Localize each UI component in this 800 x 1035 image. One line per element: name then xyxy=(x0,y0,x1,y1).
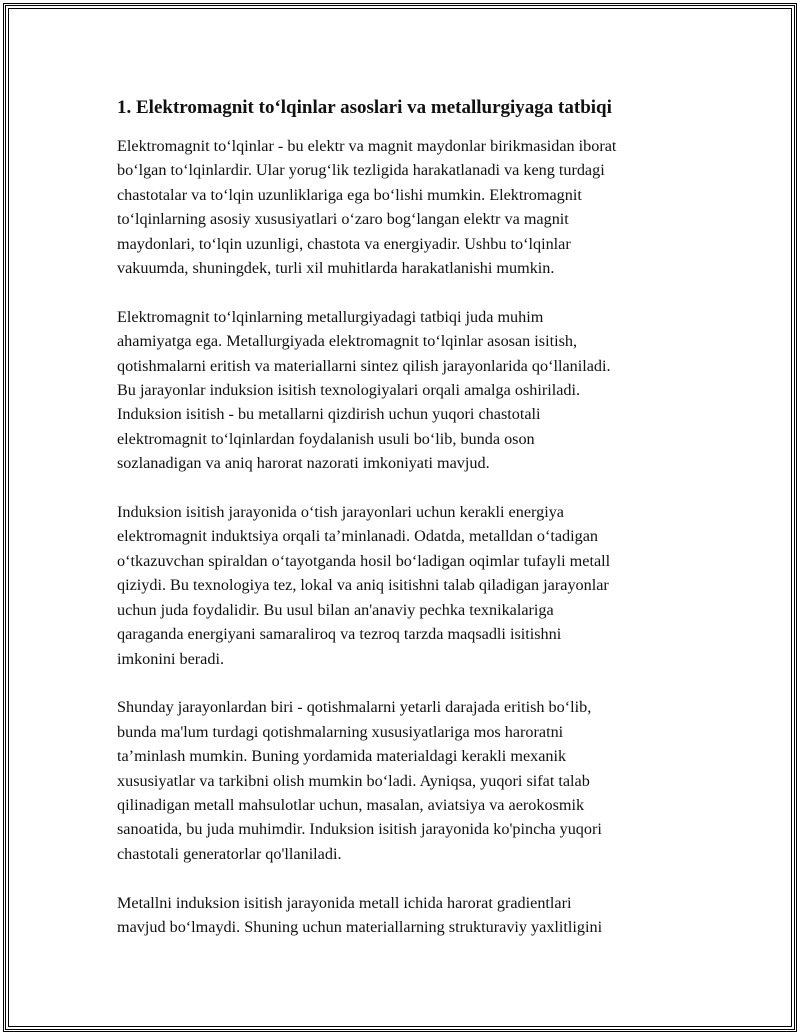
paragraph-3: Induksion isitish jarayonida o‘tish jarayonlari uchun kerakli energiya elektromagnit induktsiya orqali ta’minlanadi. Odatda, metalldan o‘tadigan o‘tkazuvchan spiraldan o‘tayotganda hosil bo‘ladigan oqimlar tufayli metall qiziydi. Bu texnologiya tez, lokal va aniq isitishni talab qiladigan jarayonlar uchun juda foydalidir. Bu usul bilan an'anaviy pechka texnikalariga qaraganda energiyani samaraliroq va tezroq tarzda maqsadli isitishni imkonini beradi. xyxy=(117,503,611,668)
paragraph-4: Shunday jarayonlardan biri - qotishmalarni yetarli darajada eritish bo‘lib, bunda ma'lum turdagi qotishmalarning xususiyatlariga mos haroratni ta’minlash mumkin. Buning yordamida materialdagi kerakli mexanik xususiyatlar va tarkibni olish mumkin bo‘ladi. Ayniqsa, yuqori sifat talab qilinadigan metall mahsulotlar uchun, masalan, aviatsiya va aerokosmik sanoatida, bu juda muhimdir. Induksion isitish jarayonida ko'pincha yuqori chastotali generatorlar qo'llaniladi. xyxy=(117,698,602,863)
paragraph-1: Elektromagnit to‘lqinlar - bu elektr va magnit maydonlar birikmasidan iborat bo‘lgan to‘lqinlardir. Ular yorug‘lik tezligida harakatlanadi va keng turdagi chastotalar va to‘lqin uzunliklariga ega bo‘lishi mumkin. Elektromagnit to‘lqinlarning asosiy xususiyatlari o‘zaro bog‘langan elektr va magnit maydonlari, to‘lqin uzunligi, chastota va energiyadir. Ushbu to‘lqinlar vakuumda, shuningdek, turli xil muhitlarda harakatlanishi mumkin. xyxy=(117,137,617,278)
document-body xyxy=(117,96,689,939)
paragraph-2: Elektromagnit to‘lqinlarning metallurgiyadagi tatbiqi juda muhim ahamiyatga ega. Metallurgiyada elektromagnit to‘lqinlar asosan isitish, qotishmalarni eritish va materiallarni sintez qilish jarayonlarida qo‘llaniladi. Bu jarayonlar induksion isitish texnologiyalari orqali amalga oshiriladi. Induksion isitish - bu metallarni qizdirish uchun yuqori chastotali elektromagnit to‘lqinlardan foydalanish usuli bo‘lib, bunda oson sozlanadigan va aniq harorat nazorati imkoniyati mavjud. xyxy=(117,307,611,473)
paragraph-5: Metallni induksion isitish jarayonida metall ichida harorat gradientlari mavjud bo‘lmaydi. Shuning uchun materiallarning strukturaviy yaxlitligini xyxy=(117,893,603,936)
section-title: 1. Elektromagnit to‘lqinlar asoslari va metallurgiyaga tatbiqi xyxy=(117,97,612,118)
